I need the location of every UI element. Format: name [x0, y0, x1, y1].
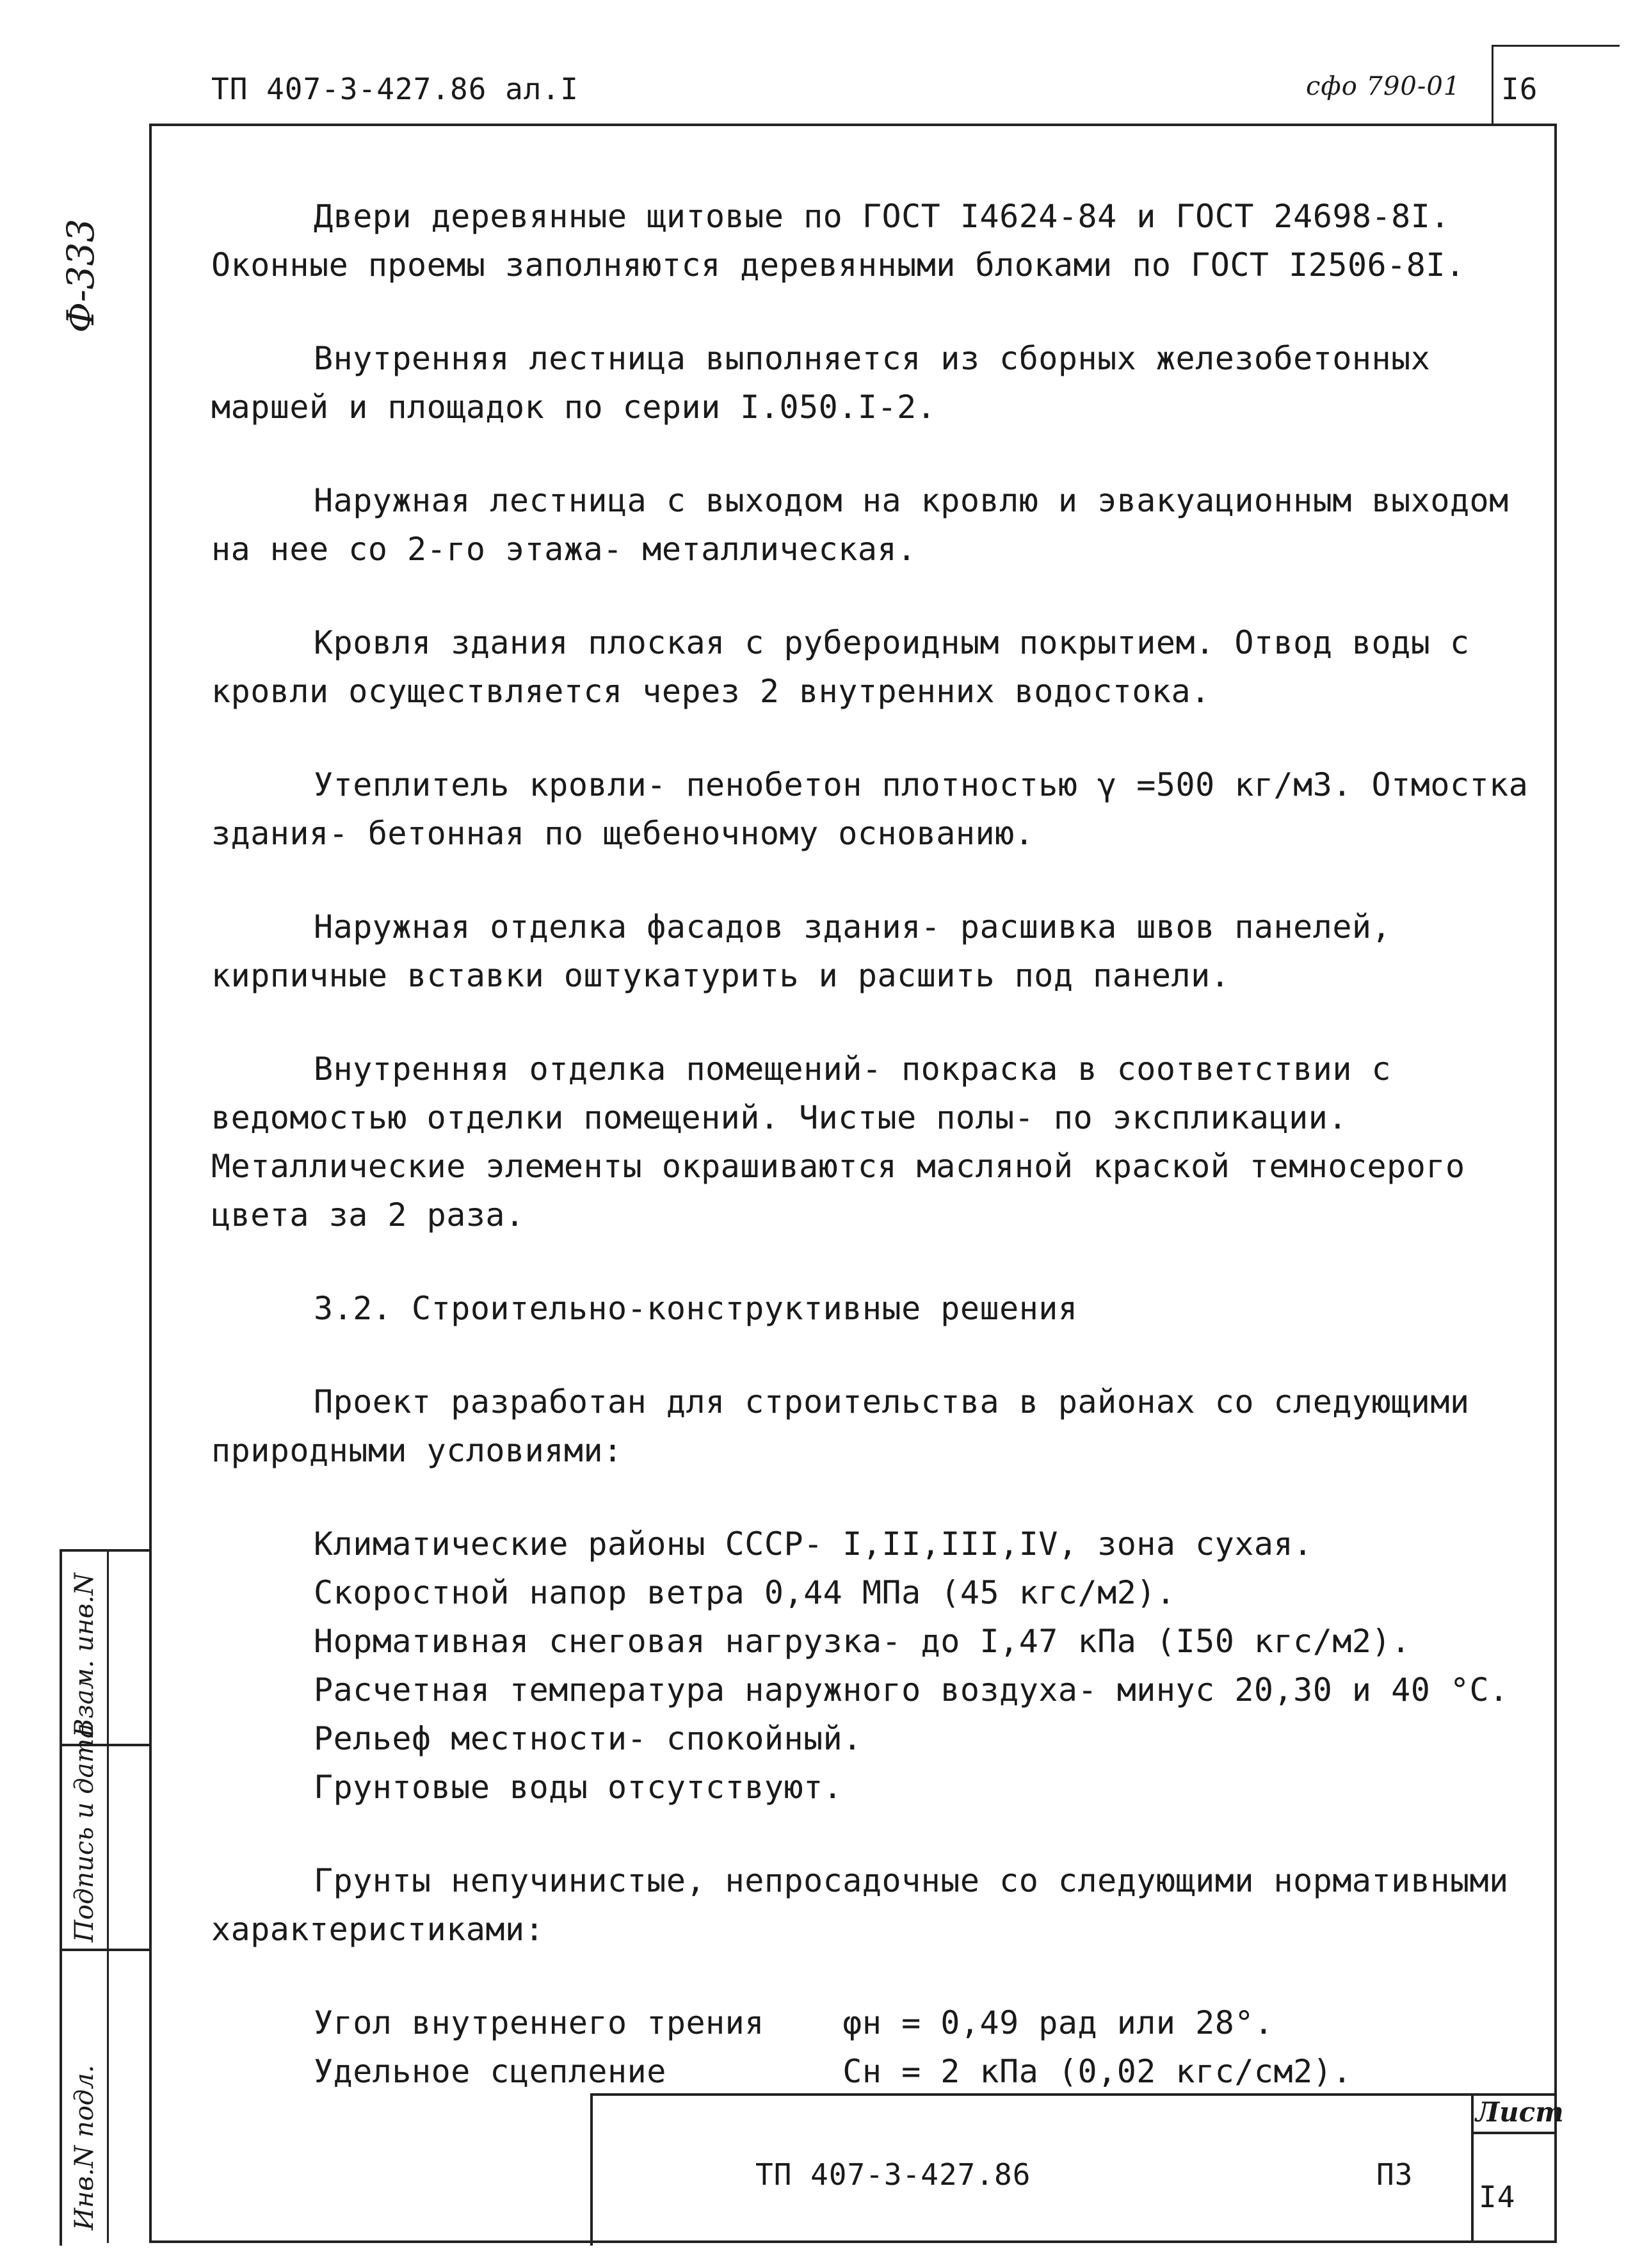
frame-top — [149, 124, 1557, 126]
condition-item: Рельеф местности- спокойный. — [314, 1720, 862, 1757]
paragraph: Утеплитель кровли- пенобетон плотностью γ =500 кг/м3. Отмостка здания- бетонная по щебеночному основанию. — [211, 766, 1529, 852]
soil-intro: Грунты непучинистые, непросадочные со следующими нормативными характеристиками: — [211, 1862, 1509, 1948]
condition-item: Грунтовые воды отсутствуют. — [314, 1769, 843, 1806]
handwritten-code: сфо 790-01 — [1306, 72, 1461, 101]
frame-right — [1554, 124, 1557, 2242]
margin-note: Ф-333 — [59, 218, 102, 333]
stamp-section: ПЗ — [1376, 2157, 1413, 2192]
sheet-divider — [1471, 2132, 1557, 2134]
paragraph: Двери деревянные щитовые по ГОСТ I4624-84 и ГОСТ 24698-8I. Оконные проемы заполняются деревянными блоками по ГОСТ I2506-8I. — [211, 198, 1465, 284]
side-label-sign-date: Подпись и дата — [70, 1723, 99, 1942]
side-label-replace-inv: Взам. инв.N — [70, 1573, 99, 1737]
paragraph: Наружная отделка фасадов здания- расшивка швов панелей, кирпичные вставки оштукатурить и расшить под панели. — [211, 908, 1392, 994]
paragraph: Кровля здания плоская с рубероидным покрытием. Отвод воды с кровли осуществляется через 2 внутренних водостока. — [211, 624, 1470, 710]
intro-paragraph: Проект разработан для строительства в районах со следующими природными условиями: — [211, 1383, 1470, 1469]
condition-item: Расчетная температура наружного воздуха- минус 20,30 и 40 °С. — [314, 1671, 1509, 1709]
section-title: 3.2. Строительно-конструктивные решения — [314, 1290, 1078, 1327]
soil-item: Удельное сцепление Сн = 2 кПа (0,02 кгс/см2). — [314, 2053, 1352, 2090]
sheet-number: I4 — [1479, 2180, 1516, 2214]
side-label-inv-orig: Инв.N подл. — [70, 2064, 99, 2230]
page-number: I6 — [1501, 72, 1538, 106]
soil-item: Угол внутреннего трения φн = 0,49 рад или 28°. — [314, 2004, 1274, 2041]
soil-list — [211, 1999, 1536, 2096]
conditions-list — [211, 1520, 1536, 1812]
paragraph: Внутренняя отделка помещений- покраска в соответствии с ведомостью отделки помещений. Чистые полы- по экспликации. Металлические элементы окрашиваются масляной краской темносерого цвета за 2 раза. — [211, 1050, 1465, 1234]
condition-item: Нормативная снеговая нагрузка- до I,47 кПа (I50 кгс/м2). — [314, 1623, 1411, 1660]
header-top-rule — [1492, 45, 1620, 47]
paragraph: Наружная лестница с выходом на кровлю и эвакуационным выходом на нее со 2-го этажа- металлическая. — [211, 482, 1509, 568]
body-text — [211, 192, 1536, 2096]
header-divider — [1492, 45, 1493, 124]
doc-reference: ТП 407-3-427.86 ал.I — [211, 72, 579, 106]
paragraph: Внутренняя лестница выполняется из сборных железобетонных маршей и площадок по серии I.050.I-2. — [211, 340, 1431, 426]
sheet-label: Лист — [1476, 2096, 1564, 2128]
stamp-doc-code: ТП 407-3-427.86 — [755, 2157, 1031, 2192]
condition-item: Климатические районы СССР- I,II,III,IV, зона сухая. — [314, 1525, 1313, 1563]
condition-item: Скоростной напор ветра 0,44 МПа (45 кгс/м2). — [314, 1574, 1176, 1611]
side-stamp-column — [60, 1549, 152, 2246]
